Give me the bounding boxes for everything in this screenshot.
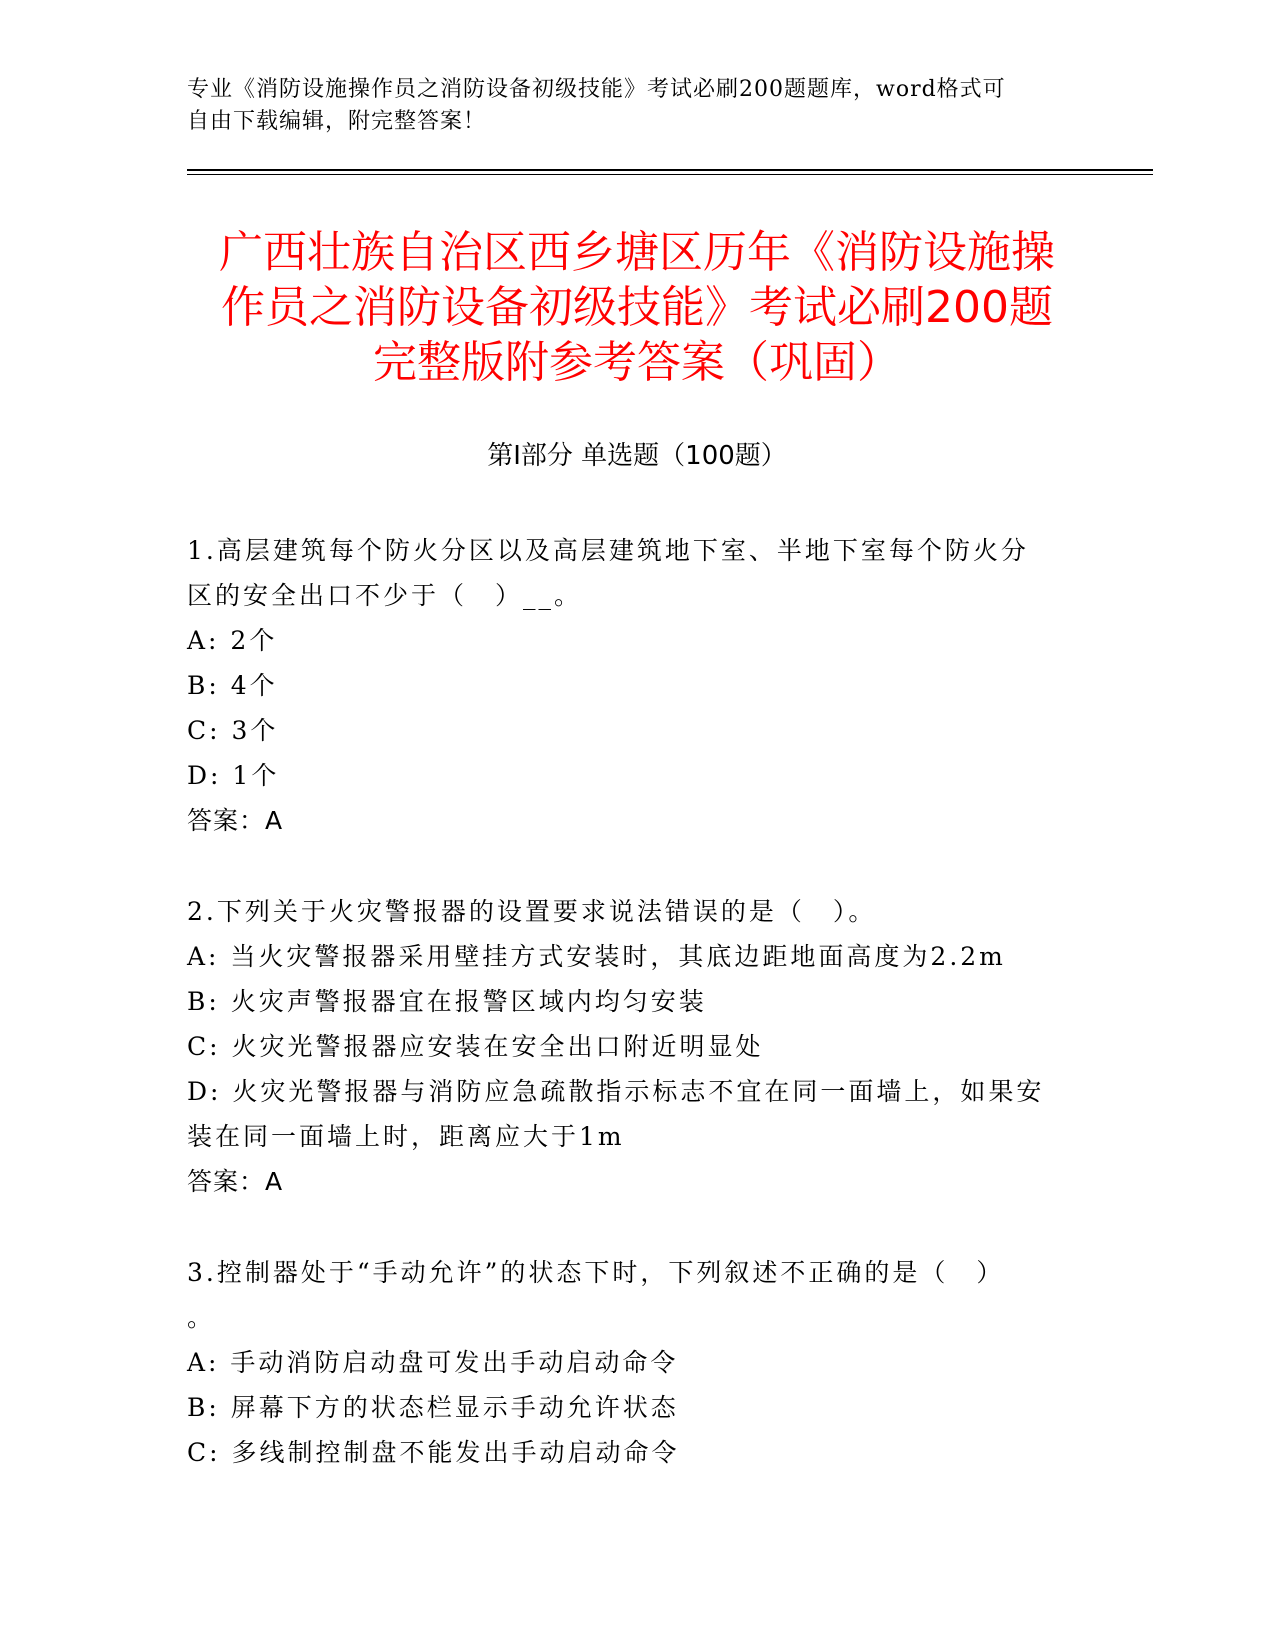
- document-title: [187, 225, 1087, 390]
- header-divider-bottom: [187, 174, 1153, 175]
- question-stem-line: 3.控制器处于“手动允许”的状态下时，下列叙述不正确的是（ ）: [187, 1258, 1005, 1287]
- header-divider-top: [187, 169, 1153, 171]
- option-c: C: 3个: [187, 716, 279, 745]
- question-stem-line: 2.下列关于火灾警报器的设置要求说法错误的是（ ）。: [187, 897, 877, 926]
- question-stem-line: 1.高层建筑每个防火分区以及高层建筑地下室、半地下室每个防火分: [187, 536, 1029, 565]
- header-note: [187, 74, 1067, 138]
- option-a: A: 2个: [187, 626, 278, 655]
- question-stem-line: 。: [187, 1303, 216, 1332]
- option-c: C: 火灾光警报器应安装在安全出口附近明显处: [187, 1032, 764, 1061]
- answer: 答案：A: [187, 1167, 284, 1196]
- option-a: A: 当火灾警报器采用壁挂方式安装时，其底边距地面高度为2.2m: [187, 942, 1006, 971]
- section-title: 第Ⅰ部分 单选题（100题）: [487, 441, 787, 471]
- question-2: [187, 889, 1067, 1204]
- option-c: C: 多线制控制盘不能发出手动启动命令: [187, 1438, 680, 1467]
- option-d-continued: 装在同一面墙上时，距离应大于1m: [187, 1122, 625, 1151]
- question-stem-line: 区的安全出口不少于（ ）__。: [187, 581, 583, 610]
- option-d: D: 火灾光警报器与消防应急疏散指示标志不宜在同一面墙上，如果安: [187, 1077, 1045, 1106]
- header-note-line2: 自由下载编辑，附完整答案！: [187, 109, 487, 134]
- option-b: B: 火灾声警报器宜在报警区域内均匀安装: [187, 987, 707, 1016]
- question-1: [187, 528, 1067, 843]
- question-list: [187, 528, 1067, 1521]
- answer: 答案：A: [187, 806, 284, 835]
- option-a: A: 手动消防启动盘可发出手动启动命令: [187, 1348, 679, 1377]
- question-3: [187, 1250, 1067, 1475]
- document-title-line1: 广西壮族自治区西乡塘区历年《消防设施操: [219, 227, 1055, 278]
- document-title-line3: 完整版附参考答案（巩固）: [373, 337, 901, 388]
- option-b: B: 4个: [187, 671, 278, 700]
- header-note-line1: 专业《消防设施操作员之消防设备初级技能》考试必刷200题题库，word格式可: [187, 77, 1006, 102]
- document-title-line2: 作员之消防设备初级技能》考试必刷200题: [221, 282, 1053, 333]
- option-b: B: 屏幕下方的状态栏显示手动允许状态: [187, 1393, 679, 1422]
- option-d: D: 1个: [187, 761, 280, 790]
